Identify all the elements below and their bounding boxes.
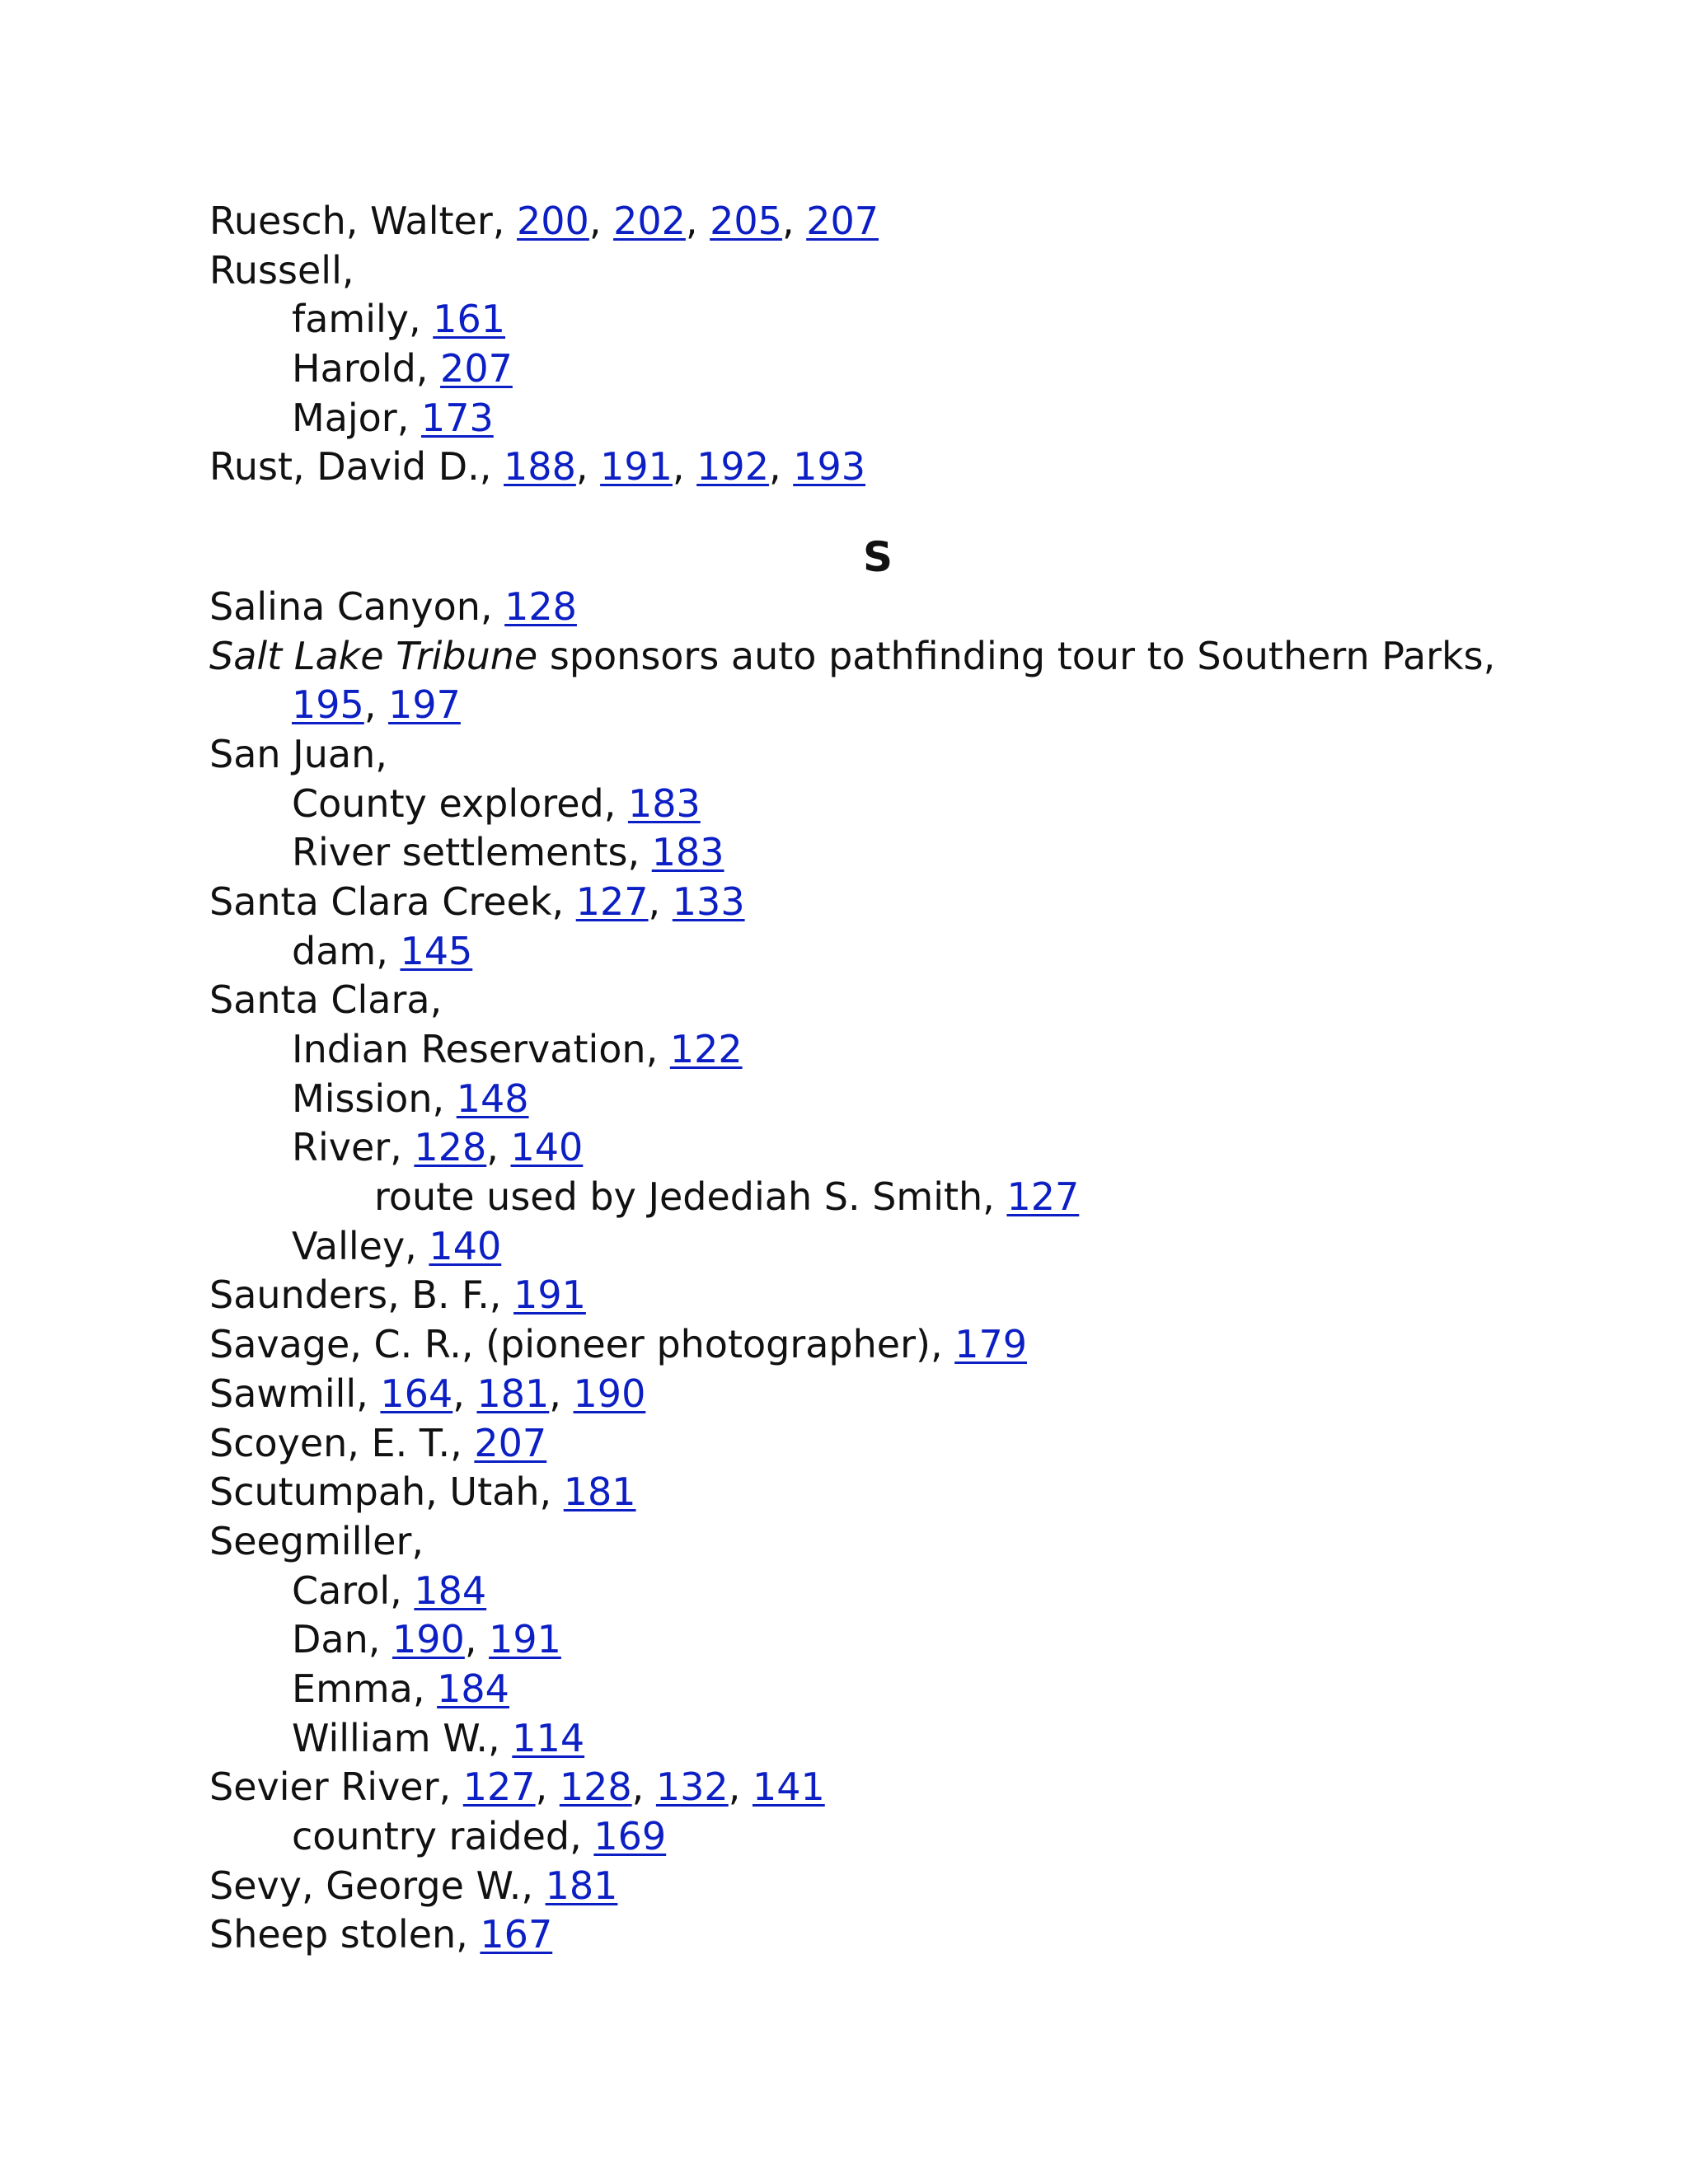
page-link[interactable]: 169 — [593, 1814, 667, 1858]
entry-label: County explored, — [292, 780, 628, 826]
entry-label: country raided, — [292, 1814, 594, 1858]
page-link[interactable]: 133 — [672, 879, 745, 924]
entry-label: Sevy, George W., — [209, 1863, 546, 1908]
page-link[interactable]: 188 — [504, 444, 576, 490]
page-link[interactable]: 128 — [504, 583, 577, 629]
page-link[interactable]: 207 — [806, 199, 879, 243]
index-entry — [209, 681, 1495, 730]
entry-label: River settlements, — [292, 830, 652, 875]
index-entry — [209, 1468, 1495, 1517]
entry-label: Salina Canyon, — [209, 583, 505, 629]
index-entry — [209, 1173, 1495, 1222]
page-link[interactable]: 132 — [655, 1765, 729, 1810]
index-entry — [209, 443, 1495, 492]
entry-label: San Juan, — [209, 731, 387, 776]
page-link[interactable]: 200 — [517, 199, 589, 243]
page-separator: , — [685, 199, 710, 243]
entry-label: Major, — [292, 395, 421, 440]
entry-label: family, — [292, 297, 434, 342]
page-link[interactable]: 128 — [414, 1125, 487, 1170]
index-entry — [209, 1370, 1495, 1419]
entry-label: Rust, David D., — [209, 444, 504, 490]
page-link[interactable]: 191 — [513, 1272, 586, 1318]
index-entry — [209, 1419, 1495, 1469]
letter-heading: S — [862, 533, 893, 582]
index-entry — [209, 878, 1495, 927]
entry-label: Sheep stolen, — [209, 1912, 481, 1957]
page-link[interactable]: 181 — [563, 1469, 636, 1515]
page-link[interactable]: 179 — [954, 1322, 1027, 1367]
page-link[interactable]: 190 — [392, 1617, 465, 1662]
index-entry — [209, 583, 1495, 632]
index-list — [209, 197, 1495, 1960]
page-link[interactable]: 161 — [433, 297, 506, 342]
index-entry — [209, 780, 1495, 829]
index-entry — [209, 1665, 1495, 1714]
entry-label: William W., — [292, 1715, 513, 1760]
index-entry — [209, 394, 1495, 443]
page-link[interactable]: 205 — [710, 199, 782, 243]
index-entry — [209, 1812, 1495, 1862]
index-entry — [209, 927, 1495, 977]
entry-label: dam, — [292, 928, 401, 973]
page-separator: , — [575, 444, 601, 490]
page-separator: , — [363, 682, 389, 728]
entry-label: Sevier River, — [209, 1765, 463, 1810]
page-link[interactable]: 202 — [613, 199, 686, 243]
index-entry — [209, 295, 1495, 344]
page-link[interactable]: 164 — [380, 1371, 453, 1416]
page-link[interactable]: 140 — [429, 1223, 502, 1268]
page-link[interactable]: 114 — [512, 1715, 585, 1760]
entry-label: Russell, — [209, 247, 354, 293]
entry-label: sponsors auto pathfinding tour to Southern Parks, — [537, 633, 1496, 678]
page-separator: , — [728, 1765, 753, 1810]
page-separator: , — [464, 1617, 490, 1662]
page-link[interactable]: 140 — [510, 1125, 584, 1170]
index-entry — [209, 1222, 1495, 1272]
entry-label: Harold, — [292, 346, 441, 391]
index-entry — [209, 344, 1495, 394]
page-separator: , — [672, 444, 697, 490]
index-entry — [209, 1714, 1495, 1764]
index-entry — [209, 1271, 1495, 1320]
index-entry — [209, 632, 1495, 682]
page-link[interactable]: 148 — [456, 1076, 529, 1121]
page-link[interactable]: 207 — [440, 346, 513, 391]
page-separator: , — [631, 1765, 656, 1810]
page-link[interactable]: 181 — [476, 1371, 550, 1416]
entry-label: Indian Reservation, — [292, 1027, 670, 1071]
page-link[interactable]: 145 — [400, 928, 473, 973]
entry-label: Seegmiller, — [209, 1518, 424, 1563]
page-link[interactable]: 191 — [600, 444, 673, 490]
page-link[interactable]: 183 — [651, 830, 724, 875]
entry-label: route used by Jedediah S. Smith, — [374, 1174, 1007, 1220]
page-separator: , — [768, 444, 794, 490]
page-link[interactable]: 190 — [573, 1371, 646, 1416]
entry-label: Valley, — [292, 1223, 429, 1268]
entry-italic-title: Salt Lake Tribune — [209, 633, 538, 678]
index-entry — [209, 1567, 1495, 1616]
page-link[interactable]: 184 — [414, 1568, 487, 1613]
page-separator: , — [588, 199, 614, 243]
index-entry — [209, 828, 1495, 878]
page-link[interactable]: 128 — [559, 1765, 632, 1810]
page-separator: , — [648, 879, 673, 924]
page-link[interactable]: 127 — [575, 879, 649, 924]
page-link[interactable]: 184 — [437, 1666, 509, 1711]
page-link[interactable]: 181 — [545, 1863, 618, 1908]
page-link[interactable]: 127 — [462, 1765, 536, 1810]
index-entry — [209, 1025, 1495, 1075]
index-entry — [209, 1320, 1495, 1370]
index-entry — [209, 1075, 1495, 1124]
page-link[interactable]: 173 — [420, 395, 494, 440]
entry-label: Savage, C. R., (pioneer photographer), — [209, 1322, 955, 1367]
entry-label: River, — [292, 1125, 415, 1170]
page-link[interactable]: 197 — [388, 682, 461, 728]
page-link[interactable]: 195 — [292, 682, 364, 728]
entry-label: Scutumpah, Utah, — [209, 1469, 564, 1515]
page-link[interactable]: 122 — [669, 1027, 743, 1071]
page-link[interactable]: 141 — [752, 1765, 825, 1810]
entry-label: Carol, — [292, 1568, 415, 1613]
page-link[interactable]: 193 — [793, 444, 866, 490]
index-entry — [209, 1763, 1495, 1812]
entry-label: Saunders, B. F., — [209, 1272, 514, 1318]
entry-label: Dan, — [292, 1617, 393, 1662]
page-link[interactable]: 183 — [627, 780, 701, 826]
page-link[interactable]: 127 — [1006, 1174, 1080, 1220]
page-link[interactable]: 191 — [489, 1617, 561, 1662]
index-entry — [209, 730, 1495, 780]
page-separator: , — [535, 1765, 560, 1810]
page-link[interactable]: 207 — [474, 1420, 547, 1465]
entry-label: Emma, — [292, 1666, 438, 1711]
index-entry — [209, 1615, 1495, 1665]
index-entry — [209, 197, 1495, 246]
entry-label: Sawmill, — [209, 1371, 381, 1416]
entry-label: Scoyen, E. T., — [209, 1420, 475, 1465]
index-entry — [209, 1862, 1495, 1911]
index-entry — [209, 246, 1495, 296]
index-entry — [209, 1910, 1495, 1960]
entry-label: Ruesch, Walter, — [209, 199, 518, 243]
page-separator: , — [781, 199, 807, 243]
page-separator: , — [452, 1371, 477, 1416]
index-entry — [209, 1517, 1495, 1567]
entry-label: Mission, — [292, 1076, 457, 1121]
index-entry — [209, 1123, 1495, 1173]
entry-label: Santa Clara Creek, — [209, 879, 576, 924]
page-separator: , — [486, 1125, 511, 1170]
entry-label: Santa Clara, — [209, 977, 443, 1023]
page-separator: , — [549, 1371, 574, 1416]
index-entry — [209, 976, 1495, 1025]
page-link[interactable]: 167 — [480, 1912, 553, 1957]
page-link[interactable]: 192 — [696, 444, 769, 490]
